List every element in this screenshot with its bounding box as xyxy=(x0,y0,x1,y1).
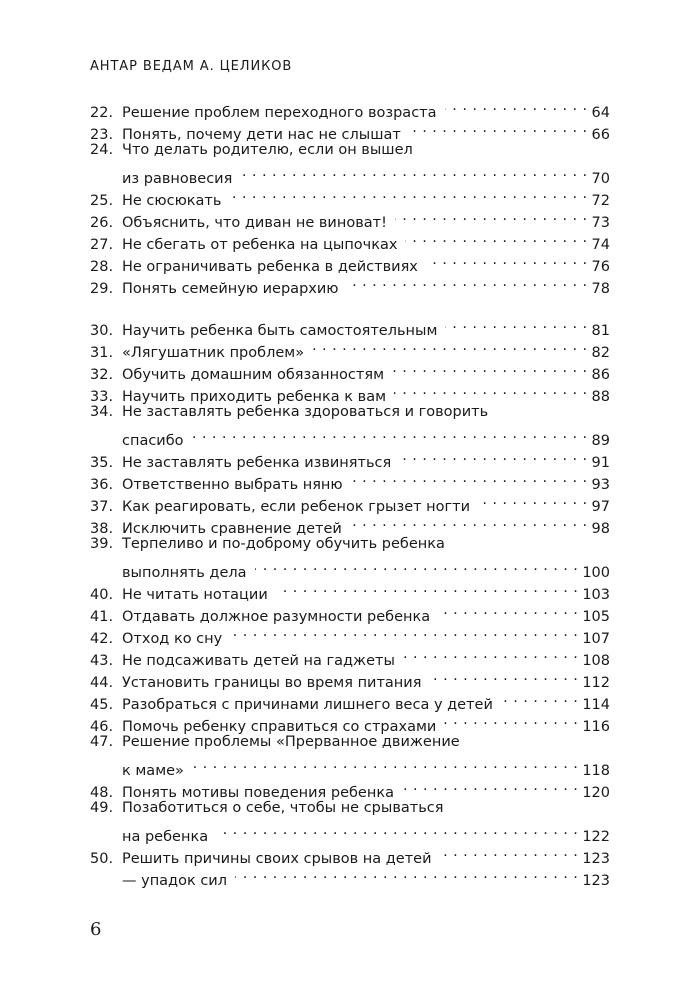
toc-entry xyxy=(90,533,610,555)
toc-entry-page: 89 xyxy=(591,433,610,449)
toc-entry-page: 91 xyxy=(591,455,610,471)
toc-entry-page: 116 xyxy=(582,719,610,735)
dot-leader xyxy=(440,841,579,863)
toc-entry-page: 122 xyxy=(582,829,610,845)
toc-entry-number: 24. xyxy=(90,142,114,158)
toc-entry-number: 37. xyxy=(90,499,114,515)
toc-entry-title-continued: к маме» xyxy=(122,763,184,779)
toc-entry-number: 38. xyxy=(90,521,114,537)
toc-entry-page: 72 xyxy=(591,193,610,209)
toc-entry-number: 30. xyxy=(90,323,114,339)
toc-entry-number: 23. xyxy=(90,127,114,143)
toc-entry-number: 43. xyxy=(90,653,114,669)
toc-entry-title: Как реагировать, если ребенок грызет ногти xyxy=(122,499,471,515)
toc-entry xyxy=(90,313,610,339)
toc-entry-page: 64 xyxy=(591,105,610,121)
toc-entry xyxy=(90,797,610,819)
toc-entry-number: 44. xyxy=(90,675,114,691)
toc-entry xyxy=(90,731,610,753)
toc-entry-page: 73 xyxy=(591,215,610,231)
toc-entry-page: 82 xyxy=(591,345,610,361)
dot-leader xyxy=(351,467,588,489)
toc-entry-number: 45. xyxy=(90,697,114,713)
toc-entry-page: 93 xyxy=(591,477,610,493)
toc-entry-page: 86 xyxy=(591,367,610,383)
toc-entry-number: 34. xyxy=(90,404,114,420)
dot-leader xyxy=(426,249,588,271)
toc-entry-page: 100 xyxy=(582,565,610,581)
toc-entry-page: 108 xyxy=(582,653,610,669)
toc-entry-title: «Лягушатник проблем» xyxy=(122,345,305,361)
toc-entry-number: 50. xyxy=(90,851,114,867)
toc-entry-title: — упадок сил xyxy=(122,873,227,889)
toc-entry-title: Не читать нотации xyxy=(122,587,268,603)
toc-entry-page: 118 xyxy=(582,763,610,779)
dot-leader xyxy=(501,687,578,709)
toc-entry-page: 103 xyxy=(582,587,610,603)
toc-entry-title-continued: спасибо xyxy=(122,433,184,449)
toc-entry-title: Решение проблем переходного возраста xyxy=(122,105,437,121)
toc-entry-title: Терпеливо и по-доброму обучить ребенка xyxy=(122,536,445,552)
toc-entry-title: Не заставлять ребенка здороваться и говорить xyxy=(122,404,489,420)
toc-entry-number: 22. xyxy=(90,105,114,121)
toc-entry-number: 47. xyxy=(90,734,114,750)
dot-leader xyxy=(405,227,587,249)
toc-entry-continuation xyxy=(90,161,610,187)
toc-entry-continuation xyxy=(90,555,610,581)
running-head: АНТАР ВЕДАМ А. ЦЕЛИКОВ xyxy=(90,59,293,74)
toc-entry-title: Понять мотивы поведения ребенка xyxy=(122,785,394,801)
toc-entry-title: Понять семейную иерархию xyxy=(122,281,339,297)
toc-entry-page: 123 xyxy=(582,873,610,889)
dot-leader xyxy=(312,335,587,357)
toc-entry-continuation xyxy=(90,423,610,449)
toc-entry-page: 70 xyxy=(591,171,610,187)
dot-leader xyxy=(192,753,578,775)
toc-entry-page: 81 xyxy=(591,323,610,339)
toc-entry-title: Установить границы во время питания xyxy=(122,675,422,691)
dot-leader xyxy=(230,621,578,643)
toc-entry-title: Не сбегать от ребенка на цыпочках xyxy=(122,237,398,253)
toc-entry-page: 74 xyxy=(591,237,610,253)
toc-entry-number: 46. xyxy=(90,719,114,735)
toc-entry-number: 25. xyxy=(90,193,114,209)
toc-entry-title: Отход ко сну xyxy=(122,631,223,647)
toc-entry-page: 112 xyxy=(582,675,610,691)
toc-entry-title-continued: на ребенка xyxy=(122,829,209,845)
toc-entry-title: Исключить сравнение детей xyxy=(122,521,342,537)
toc-entry-number: 31. xyxy=(90,345,114,361)
dot-leader xyxy=(392,357,588,379)
toc-entry-number: 28. xyxy=(90,259,114,275)
toc-entry-title: Научить ребенка быть самостоятельным xyxy=(122,323,438,339)
table-of-contents xyxy=(90,95,610,889)
toc-entry-page: 114 xyxy=(582,697,610,713)
toc-entry-number: 29. xyxy=(90,281,114,297)
toc-entry-number: 26. xyxy=(90,215,114,231)
toc-entry-page: 120 xyxy=(582,785,610,801)
toc-entry-continuation xyxy=(90,753,610,779)
dot-leader xyxy=(276,577,579,599)
dot-leader xyxy=(255,555,579,577)
dot-leader xyxy=(403,643,578,665)
toc-entry-number: 48. xyxy=(90,785,114,801)
toc-entry-title: Ответственно выбрать няню xyxy=(122,477,343,493)
page-number: 6 xyxy=(90,919,102,940)
toc-entry-number: 40. xyxy=(90,587,114,603)
dot-leader xyxy=(402,775,578,797)
toc-entry-title: Решить причины своих срывов на детей xyxy=(122,851,432,867)
toc-entry-title: Позаботиться о себе, чтобы не срываться xyxy=(122,800,444,816)
toc-entry-number: 33. xyxy=(90,389,114,405)
dot-leader xyxy=(216,819,578,841)
toc-entry-page: 98 xyxy=(591,521,610,537)
toc-entry-title: Научить приходить ребенка к вам xyxy=(122,389,387,405)
toc-entry-page: 66 xyxy=(591,127,610,143)
toc-entry-title: Понять, почему дети нас не слышат xyxy=(122,127,401,143)
toc-entry-title-continued: выполнять дела xyxy=(122,565,247,581)
dot-leader xyxy=(429,665,578,687)
dot-leader xyxy=(346,271,587,293)
toc-entry-page: 97 xyxy=(591,499,610,515)
dot-leader xyxy=(394,379,588,401)
dot-leader xyxy=(235,863,578,885)
toc-entry-number: 41. xyxy=(90,609,114,625)
toc-entry-number: 32. xyxy=(90,367,114,383)
dot-leader xyxy=(192,423,588,445)
dot-leader xyxy=(229,183,587,205)
toc-entry-title: Не подсаживать детей на гаджеты xyxy=(122,653,395,669)
toc-entry-number: 39. xyxy=(90,536,114,552)
toc-entry-title: Отдавать должное разумности ребенка xyxy=(122,609,431,625)
toc-entry-title: Объяснить, что диван не виноват! xyxy=(122,215,387,231)
toc-entry xyxy=(90,401,610,423)
dot-leader xyxy=(395,205,588,227)
dot-leader xyxy=(409,117,588,139)
dot-leader xyxy=(445,313,587,335)
toc-entry-title: Помочь ребенку справиться со страхами xyxy=(122,719,437,735)
toc-entry-number: 36. xyxy=(90,477,114,493)
toc-entry-number: 49. xyxy=(90,800,114,816)
toc-group-1 xyxy=(90,95,610,297)
toc-entry-page: 76 xyxy=(591,259,610,275)
toc-entry-page: 123 xyxy=(582,851,610,867)
toc-entry-page: 105 xyxy=(582,609,610,625)
toc-entry xyxy=(90,139,610,161)
toc-group-2 xyxy=(90,313,610,889)
toc-entry-title: Не заставлять ребенка извиняться xyxy=(122,455,392,471)
toc-entry-page: 107 xyxy=(582,631,610,647)
dot-leader xyxy=(240,161,587,183)
dot-leader xyxy=(350,511,588,533)
toc-entry-page: 78 xyxy=(591,281,610,297)
dot-leader xyxy=(438,599,578,621)
toc-entry-title-continued: из равновесия xyxy=(122,171,233,187)
toc-entry-title: Не сюсюкать xyxy=(122,193,222,209)
toc-entry-number: 35. xyxy=(90,455,114,471)
toc-entry-title: Не ограничивать ребенка в действиях xyxy=(122,259,418,275)
toc-entry-page: 88 xyxy=(591,389,610,405)
toc-entry-title: Разобраться с причинами лишнего веса у детей xyxy=(122,697,493,713)
toc-entry-number: 42. xyxy=(90,631,114,647)
toc-entry-title: Что делать родителю, если он вышел xyxy=(122,142,413,158)
dot-leader xyxy=(399,445,587,467)
toc-entry-title: Обучить домашним обязанностям xyxy=(122,367,385,383)
toc-entry-title: Решение проблемы «Прерванное движение xyxy=(122,734,460,750)
dot-leader xyxy=(478,489,588,511)
dot-leader xyxy=(444,709,578,731)
toc-entry-continuation xyxy=(90,819,610,845)
toc-entry-number: 27. xyxy=(90,237,114,253)
dot-leader xyxy=(445,95,588,117)
toc-entry xyxy=(90,95,610,121)
